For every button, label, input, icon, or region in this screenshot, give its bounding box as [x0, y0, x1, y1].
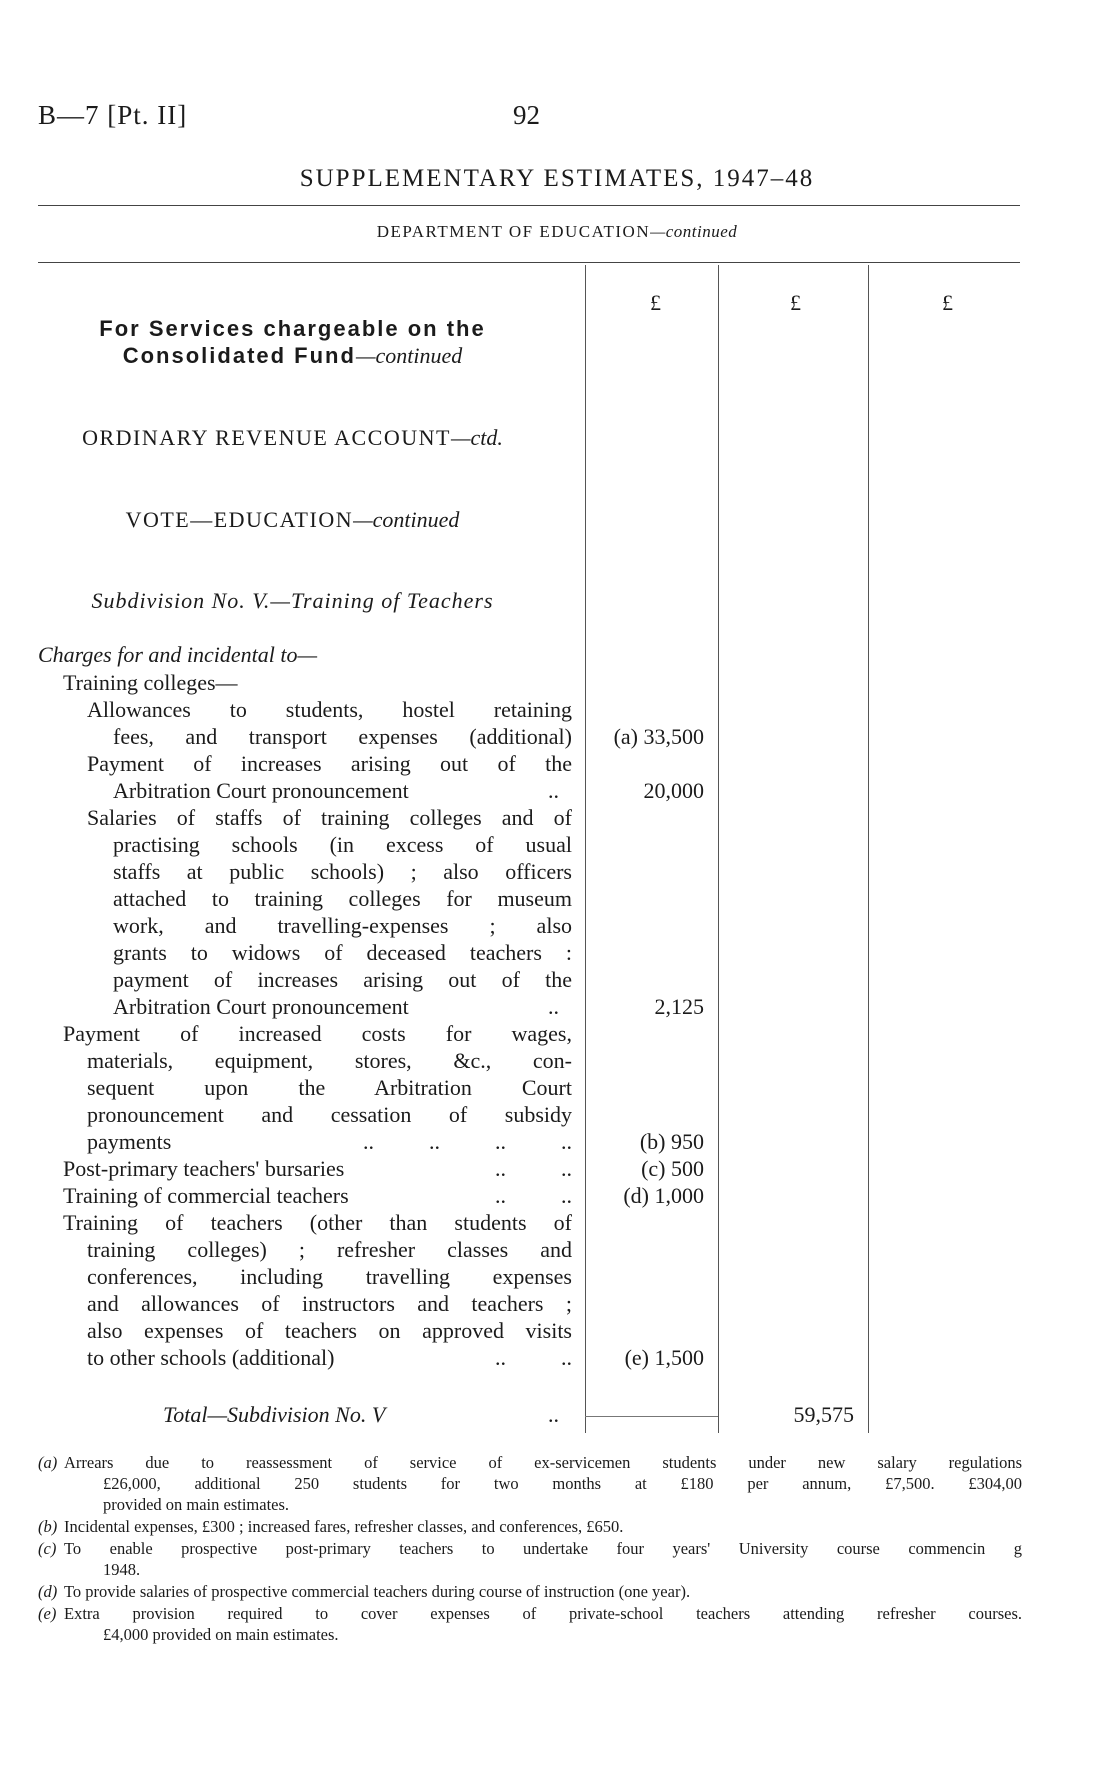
item-wages-line5: payments — [87, 1129, 172, 1154]
footnote-c-line2: 1948. — [103, 1560, 141, 1579]
item-wages-line2: materials, equipment, stores, &c., con- — [87, 1048, 572, 1073]
amount-salaries: 2,125 — [654, 994, 704, 1019]
page-number: 92 — [513, 100, 540, 130]
item-other-line5: also expenses of teachers on approved visits — [87, 1318, 572, 1343]
footnote-b-marker: (b) — [38, 1517, 58, 1536]
currency-header-2: £ — [790, 290, 801, 315]
item-salaries-line4: attached to training colleges for museum — [113, 886, 572, 911]
total-label: Total—Subdivision No. V — [163, 1402, 386, 1427]
services-heading-line2: Consolidated Fund—continued — [122, 343, 463, 368]
page-title: SUPPLEMENTARY ESTIMATES, 1947–48 — [299, 165, 815, 192]
item-other-line3: conferences, including travelling expenses — [87, 1264, 572, 1289]
amount-commercial: (d) 1,000 — [623, 1183, 704, 1208]
dot-leader: .. .. .. .. — [363, 1129, 572, 1154]
item-commercial: Training of commercial teachers — [63, 1183, 349, 1208]
item-salaries-line3: staffs at public schools) ; also officers — [113, 859, 572, 884]
footnote-a-marker: (a) — [38, 1453, 58, 1472]
dot-leader: .. .. — [495, 1345, 572, 1370]
department-rule — [38, 262, 1020, 263]
item-other-line2: training colleges) ; refresher classes and — [87, 1237, 572, 1262]
amount-bursaries: (c) 500 — [641, 1156, 704, 1181]
total-amount: 59,575 — [793, 1402, 854, 1427]
item-salaries-line1: Salaries of staffs of training colleges and of — [87, 805, 572, 830]
item-salaries-line8: Arbitration Court pronouncement — [113, 994, 409, 1019]
amount-allowances: (a) 33,500 — [613, 724, 704, 749]
item-payment-line2: Arbitration Court pronouncement — [113, 778, 409, 803]
column-rule-1 — [585, 265, 586, 1433]
item-allowances-line1: Allowances to students, hostel retaining — [87, 697, 572, 722]
account-heading: ORDINARY REVENUE ACCOUNT—ctd. — [82, 425, 503, 450]
dot-leader: .. .. — [495, 1156, 572, 1181]
column-rule-2 — [718, 265, 719, 1433]
page-reference: B—7 [Pt. II] — [38, 100, 188, 130]
item-wages-line3: sequent upon the Arbitration Court — [87, 1075, 572, 1100]
item-bursaries: Post-primary teachers' bursaries — [63, 1156, 345, 1181]
department-heading: DEPARTMENT OF EDUCATION—continued — [376, 222, 738, 241]
dot-leader: .. — [548, 994, 559, 1019]
amount-payment: 20,000 — [643, 778, 704, 803]
item-other-line4: and allowances of instructors and teachers ; — [87, 1291, 572, 1316]
currency-header-1: £ — [650, 290, 661, 315]
dot-leader: .. — [548, 778, 559, 803]
item-other-line1: Training of teachers (other than students of — [63, 1210, 572, 1235]
item-payment-line1: Payment of increases arising out of the — [87, 751, 572, 776]
footnote-d-marker: (d) — [38, 1582, 58, 1601]
charges-heading: Charges for and incidental to— — [38, 642, 318, 667]
footnote-b-line1: Incidental expenses, £300 ; increased fares, refresher classes, and conferences, £650. — [64, 1517, 624, 1536]
services-heading-line1: For Services chargeable on the — [99, 316, 486, 341]
dot-leader: .. .. — [495, 1183, 572, 1208]
title-rule — [38, 205, 1020, 206]
footnote-d-line1: To provide salaries of prospective commercial teachers during course of instruction (one year). — [64, 1582, 691, 1601]
item-wages-line1: Payment of increased costs for wages, — [63, 1021, 572, 1046]
item-salaries-line2: practising schools (in excess of usual — [113, 832, 572, 857]
training-colleges-heading: Training colleges— — [63, 670, 238, 695]
footnote-a-line2: £26,000, additional 250 students for two months at £180 per annum, £7,500. £304,00 — [103, 1474, 1022, 1493]
footnote-e-line1: Extra provision required to cover expenses of private-school teachers attending refresher courses. — [64, 1604, 1022, 1623]
footnote-e-marker: (e) — [38, 1604, 57, 1623]
footnote-a-line3: provided on main estimates. — [103, 1495, 290, 1514]
item-other-line6: to other schools (additional) — [87, 1345, 335, 1370]
column-rule-3 — [868, 265, 869, 1433]
footnote-c-marker: (c) — [38, 1539, 57, 1558]
amount-other: (e) 1,500 — [624, 1345, 704, 1370]
item-salaries-line6: grants to widows of deceased teachers : — [113, 940, 572, 965]
dot-leader: .. — [548, 1402, 559, 1427]
item-salaries-line7: payment of increases arising out of the — [113, 967, 572, 992]
subtotal-rule — [585, 1416, 718, 1417]
subdivision-heading: Subdivision No. V.—Training of Teachers — [91, 588, 494, 613]
footnote-e-line2: £4,000 provided on main estimates. — [103, 1625, 339, 1644]
vote-heading: VOTE—EDUCATION—continued — [125, 507, 460, 532]
item-salaries-line5: work, and travelling-expenses ; also — [113, 913, 572, 938]
currency-header-3: £ — [942, 290, 953, 315]
footnote-c-line1: To enable prospective post-primary teachers to undertake four years' University course commencin g — [64, 1539, 1022, 1558]
amount-wages: (b) 950 — [639, 1129, 704, 1154]
item-allowances-line2: fees, and transport expenses (additional) — [113, 724, 572, 749]
footnote-a-line1: Arrears due to reassessment of service of ex-servicemen students under new salary regulations — [64, 1453, 1022, 1472]
item-wages-line4: pronouncement and cessation of subsidy — [87, 1102, 572, 1127]
